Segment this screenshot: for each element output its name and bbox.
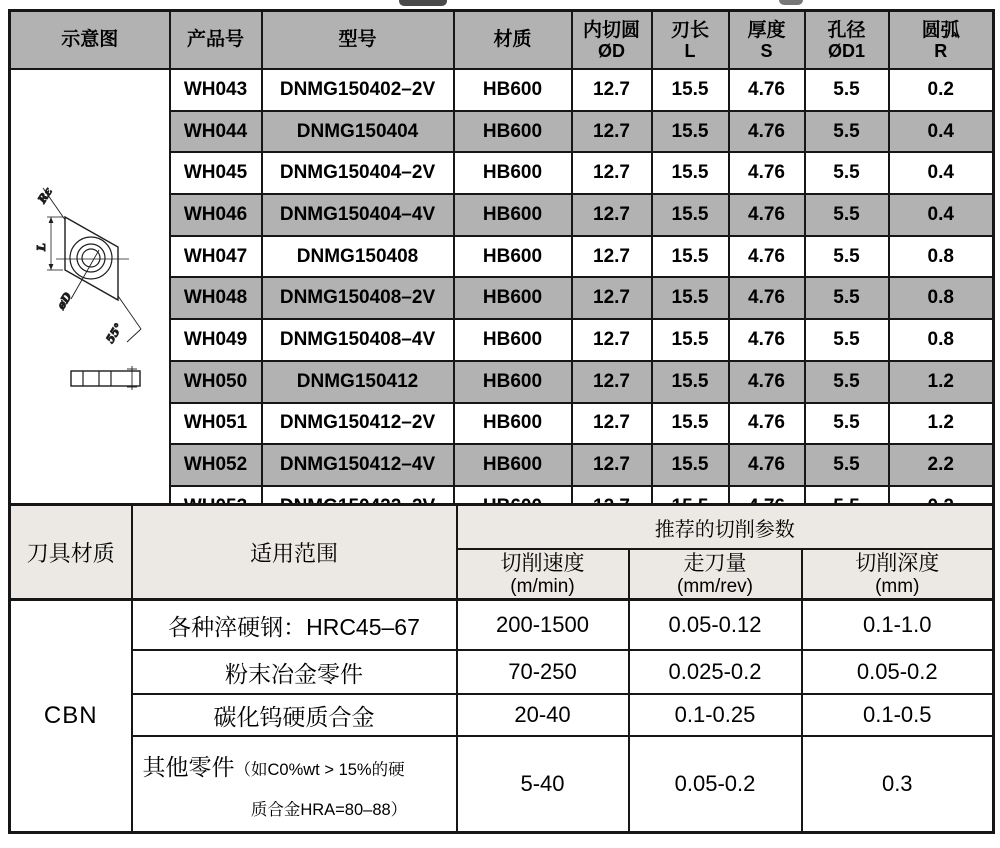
cell-thickness: 4.76 xyxy=(729,277,805,319)
schematic-label-corner-radius: Rε xyxy=(35,185,55,206)
cell-product-no: WH050 xyxy=(170,361,262,403)
cell-cutting-depth: 0.3 xyxy=(802,736,994,833)
spec-header-row xyxy=(10,11,994,70)
cell-inscribed-circle: 12.7 xyxy=(572,111,652,153)
cell-application: 各种淬硬钢：HRC45–67 xyxy=(132,600,457,651)
col-header-inscribed-circle: 内切圆 ØD xyxy=(572,11,652,70)
cell-model: DNMG150412–2V xyxy=(262,403,454,445)
cell-hole-diameter: 5.5 xyxy=(805,111,889,153)
cell-model: DNMG150408 xyxy=(262,236,454,278)
cell-cutting-depth: 0.05-0.2 xyxy=(802,650,994,694)
cell-model: DNMG150408–2V xyxy=(262,277,454,319)
cell-model: DNMG150402–2V xyxy=(262,69,454,111)
cutting-params-table xyxy=(8,503,995,834)
cell-inscribed-circle: 12.7 xyxy=(572,236,652,278)
cell-inscribed-circle: 12.7 xyxy=(572,403,652,445)
col-header-corner-radius: 圆弧 R xyxy=(889,11,994,70)
col-header-hole-diameter: 孔径 ØD1 xyxy=(805,11,889,70)
application-note-text: （如C0%wt > 15%的硬 xyxy=(234,760,405,779)
cell-thickness: 4.76 xyxy=(729,403,805,445)
col-header-cutting-speed: 切削速度 (m/min) xyxy=(457,549,629,600)
cell-hole-diameter: 5.5 xyxy=(805,319,889,361)
cell-feed-rate: 0.05-0.2 xyxy=(629,736,802,833)
cell-model: DNMG150412–4V xyxy=(262,444,454,486)
scan-artifact-mark xyxy=(399,0,447,6)
cell-hole-diameter: 5.5 xyxy=(805,69,889,111)
insert-schematic-drawing xyxy=(11,80,170,517)
cell-product-no: WH047 xyxy=(170,236,262,278)
cell-material: HB600 xyxy=(454,111,572,153)
col-header-cutting-depth: 切削深度 (mm) xyxy=(802,549,994,600)
params-row xyxy=(10,650,994,694)
cell-edge-length: 15.5 xyxy=(652,194,729,236)
cell-corner-radius: 1.2 xyxy=(889,361,994,403)
cell-material: HB600 xyxy=(454,152,572,194)
cell-thickness: 4.76 xyxy=(729,111,805,153)
cell-hole-diameter: 5.5 xyxy=(805,152,889,194)
cell-edge-length: 15.5 xyxy=(652,111,729,153)
cell-corner-radius: 0.8 xyxy=(889,319,994,361)
col-header-recommended-params: 推荐的切削参数 xyxy=(457,505,994,550)
cell-inscribed-circle: 12.7 xyxy=(572,319,652,361)
cell-corner-radius: 0.4 xyxy=(889,194,994,236)
application-main-text: 其他零件 xyxy=(142,753,235,780)
cell-edge-length: 15.5 xyxy=(652,152,729,194)
application-note-text: 质合金HRA=80–88） xyxy=(250,800,408,819)
cell-inscribed-circle: 12.7 xyxy=(572,361,652,403)
params-row xyxy=(10,600,994,651)
cell-hole-diameter: 5.5 xyxy=(805,194,889,236)
cell-hole-diameter: 5.5 xyxy=(805,403,889,445)
cell-product-no: WH043 xyxy=(170,69,262,111)
cell-thickness: 4.76 xyxy=(729,152,805,194)
schematic-label-length: L xyxy=(35,242,48,251)
cell-corner-radius: 1.2 xyxy=(889,403,994,445)
cell-material: HB600 xyxy=(454,236,572,278)
cell-product-no: WH046 xyxy=(170,194,262,236)
cell-product-no: WH044 xyxy=(170,111,262,153)
cell-edge-length: 15.5 xyxy=(652,69,729,111)
cell-thickness: 4.76 xyxy=(729,444,805,486)
cell-hole-diameter: 5.5 xyxy=(805,361,889,403)
cell-corner-radius: 2.2 xyxy=(889,444,994,486)
schematic-label-diameter: øD xyxy=(54,290,75,312)
cell-corner-radius: 0.4 xyxy=(889,152,994,194)
cell-thickness: 4.76 xyxy=(729,69,805,111)
cell-product-no: WH051 xyxy=(170,403,262,445)
cell-inscribed-circle: 12.7 xyxy=(572,152,652,194)
col-header-feed-rate: 走刀量 (mm/rev) xyxy=(629,549,802,600)
cell-thickness: 4.76 xyxy=(729,236,805,278)
cell-product-no: WH045 xyxy=(170,152,262,194)
cell-inscribed-circle: 12.7 xyxy=(572,194,652,236)
col-header-schematic: 示意图 xyxy=(10,11,170,70)
cell-hole-diameter: 5.5 xyxy=(805,236,889,278)
cell-material: HB600 xyxy=(454,194,572,236)
cell-feed-rate: 0.025-0.2 xyxy=(629,650,802,694)
spec-row xyxy=(10,69,994,111)
cell-model: DNMG150408–4V xyxy=(262,319,454,361)
cell-edge-length: 15.5 xyxy=(652,444,729,486)
cell-model: DNMG150412 xyxy=(262,361,454,403)
cell-hole-diameter: 5.5 xyxy=(805,444,889,486)
params-header-row-1 xyxy=(10,505,994,550)
cell-cutting-depth: 0.1-1.0 xyxy=(802,600,994,651)
params-row xyxy=(10,736,994,833)
cell-cutting-depth: 0.1-0.5 xyxy=(802,694,994,736)
cell-application xyxy=(132,736,457,833)
cell-cutting-speed: 20-40 xyxy=(457,694,629,736)
cell-corner-radius: 0.8 xyxy=(889,277,994,319)
cell-edge-length: 15.5 xyxy=(652,277,729,319)
cell-cutting-speed: 5-40 xyxy=(457,736,629,833)
cell-model: DNMG150404–2V xyxy=(262,152,454,194)
cell-edge-length: 15.5 xyxy=(652,236,729,278)
insert-spec-table xyxy=(8,9,995,530)
cell-cutting-speed: 70-250 xyxy=(457,650,629,694)
cell-material: HB600 xyxy=(454,403,572,445)
cell-product-no: WH049 xyxy=(170,319,262,361)
cell-edge-length: 15.5 xyxy=(652,319,729,361)
cell-thickness: 4.76 xyxy=(729,361,805,403)
cell-material: HB600 xyxy=(454,277,572,319)
cell-thickness: 4.76 xyxy=(729,319,805,361)
cell-model: DNMG150404 xyxy=(262,111,454,153)
col-header-application: 适用范围 xyxy=(132,505,457,600)
cell-model: DNMG150404–4V xyxy=(262,194,454,236)
cell-feed-rate: 0.05-0.12 xyxy=(629,600,802,651)
cell-product-no: WH048 xyxy=(170,277,262,319)
cell-material: HB600 xyxy=(454,319,572,361)
cell-application: 粉末冶金零件 xyxy=(132,650,457,694)
col-header-tool-material: 刀具材质 xyxy=(10,505,132,600)
cell-material: HB600 xyxy=(454,69,572,111)
insert-schematic-cell xyxy=(10,69,170,528)
cell-corner-radius: 0.2 xyxy=(889,69,994,111)
params-row xyxy=(10,694,994,736)
cell-hole-diameter: 5.5 xyxy=(805,277,889,319)
cell-tool-material: CBN xyxy=(10,600,132,833)
cell-edge-length: 15.5 xyxy=(652,403,729,445)
cell-thickness: 4.76 xyxy=(729,194,805,236)
cell-corner-radius: 0.4 xyxy=(889,111,994,153)
col-header-model: 型号 xyxy=(262,11,454,70)
cell-inscribed-circle: 12.7 xyxy=(572,444,652,486)
cell-inscribed-circle: 12.7 xyxy=(572,277,652,319)
cell-cutting-speed: 200-1500 xyxy=(457,600,629,651)
col-header-thickness: 厚度 S xyxy=(729,11,805,70)
cell-feed-rate: 0.1-0.25 xyxy=(629,694,802,736)
cell-application: 碳化钨硬质合金 xyxy=(132,694,457,736)
cell-material: HB600 xyxy=(454,444,572,486)
schematic-label-angle: 55° xyxy=(103,320,126,346)
cell-material: HB600 xyxy=(454,361,572,403)
col-header-edge-length: 刃长 L xyxy=(652,11,729,70)
scan-artifact-mark xyxy=(779,0,803,5)
col-header-product-no: 产品号 xyxy=(170,11,262,70)
col-header-material: 材质 xyxy=(454,11,572,70)
cell-product-no: WH052 xyxy=(170,444,262,486)
cell-corner-radius: 0.8 xyxy=(889,236,994,278)
cell-inscribed-circle: 12.7 xyxy=(572,69,652,111)
cell-edge-length: 15.5 xyxy=(652,361,729,403)
